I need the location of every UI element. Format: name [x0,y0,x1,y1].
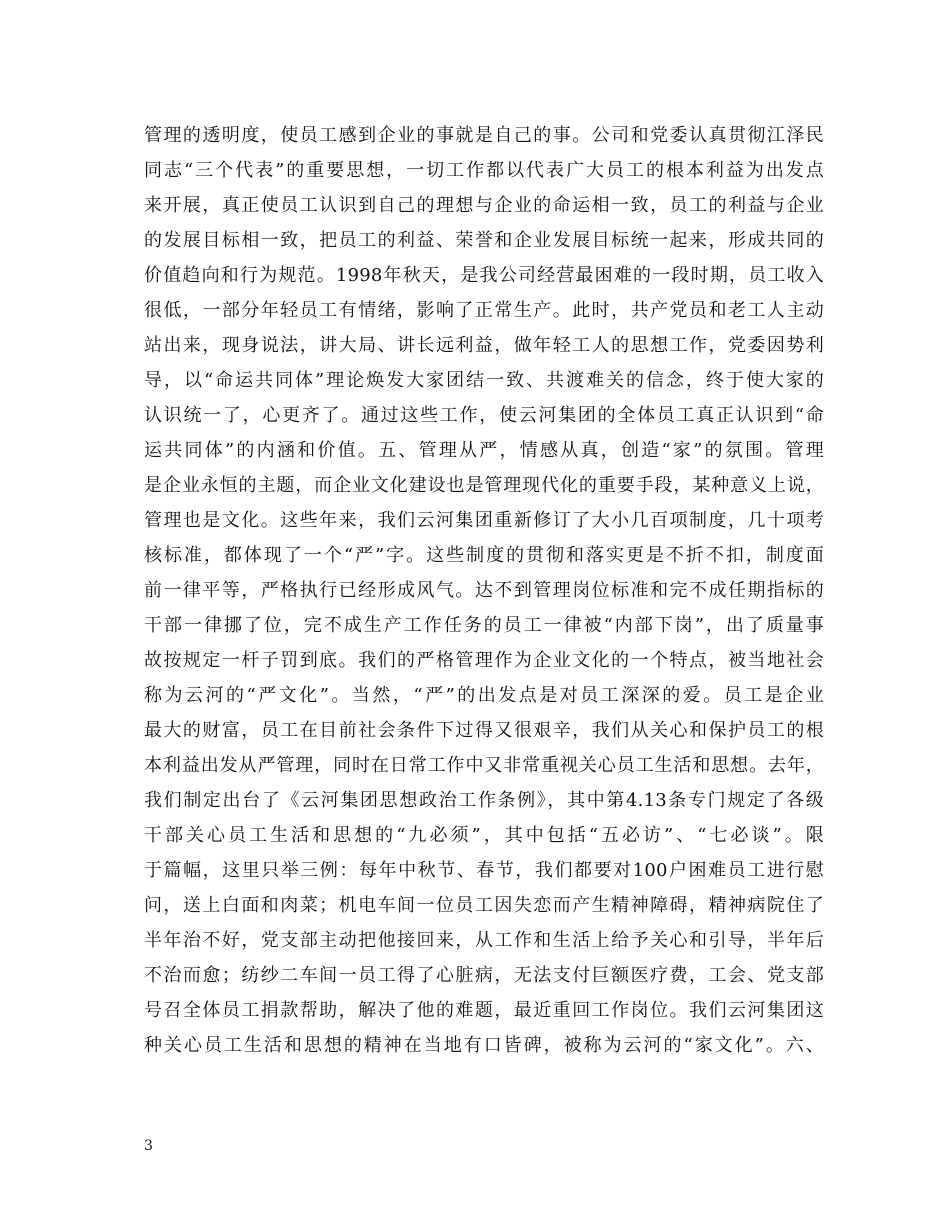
text-line: 价值趋向和行为规范。1998年秋天，是我公司经营最困难的一段时期，员工收入 [144,265,824,286]
text-line: 问，送上白面和肉菜；机电车间一位员工因失恋而产生精神障碍，精神病院住了 [144,895,824,916]
text-line: 称为云河的“严文化”。当然，“严”的出发点是对员工深深的爱。员工是企业 [144,685,824,706]
page-number: 3 [144,1138,153,1154]
text-line: 很低，一部分年轻员工有情绪，影响了正常生产。此时，共产党员和老工人主动 [144,300,824,321]
text-line: 来开展，真正使员工认识到自己的理想与企业的命运相一致，员工的利益与企业 [144,195,824,216]
text-line: 运共同体”的内涵和价值。五、管理从严，情感从真，创造“家”的氛围。管理 [144,440,824,461]
text-line: 认识统一了，心更齐了。通过这些工作，使云河集团的全体员工真正认识到“命 [144,405,824,426]
text-line: 干部一律挪了位，完不成生产工作任务的员工一律被“内部下岗”，出了质量事 [144,615,824,636]
text-line: 核标准，都体现了一个“严”字。这些制度的贯彻和落实更是不折不扣，制度面 [144,545,824,566]
text-line: 号召全体员工捐款帮助，解决了他的难题，最近重回工作岗位。我们云河集团这 [144,1000,824,1021]
text-line: 同志“三个代表”的重要思想，一切工作都以代表广大员工的根本利益为出发点 [144,160,824,181]
text-line: 的发展目标相一致，把员工的利益、荣誉和企业发展目标统一起来，形成共同的 [144,230,824,251]
text-line: 半年治不好，党支部主动把他接回来，从工作和生活上给予关心和引导，半年后 [144,930,824,951]
text-line: 导，以“命运共同体”理论焕发大家团结一致、共渡难关的信念，终于使大家的 [144,370,824,391]
text-line: 种关心员工生活和思想的精神在当地有口皆碑，被称为云河的“家文化”。六、 [144,1035,824,1056]
text-line: 不治而愈；纺纱二车间一员工得了心脏病，无法支付巨额医疗费，工会、党支部 [144,965,824,986]
text-line: 前一律平等，严格执行已经形成风气。达不到管理岗位标准和完不成任期指标的 [144,580,824,601]
body-text [144,118,824,1063]
text-line: 本利益出发从严管理，同时在日常工作中又非常重视关心员工生活和思想。去年， [144,755,824,776]
text-line: 我们制定出台了《云河集团思想政治工作条例》，其中第4.13条专门规定了各级 [144,790,824,811]
text-line: 最大的财富，员工在目前社会条件下过得又很艰辛，我们从关心和保护员工的根 [144,720,824,741]
text-line: 站出来，现身说法，讲大局、讲长远利益，做年轻工人的思想工作，党委因势利 [144,335,824,356]
text-line: 是企业永恒的主题，而企业文化建设也是管理现代化的重要手段，某种意义上说， [144,475,824,496]
text-line: 管理也是文化。这些年来，我们云河集团重新修订了大小几百项制度，几十项考 [144,510,824,531]
text-line: 干部关心员工生活和思想的“九必须”，其中包括“五必访”、“七必谈”。限 [144,825,824,846]
text-line: 于篇幅，这里只举三例：每年中秋节、春节，我们都要对100户困难员工进行慰 [144,860,824,881]
text-line: 管理的透明度，使员工感到企业的事就是自己的事。公司和党委认真贯彻江泽民 [144,125,824,146]
text-line: 故按规定一杆子罚到底。我们的严格管理作为企业文化的一个特点，被当地社会 [144,650,824,671]
